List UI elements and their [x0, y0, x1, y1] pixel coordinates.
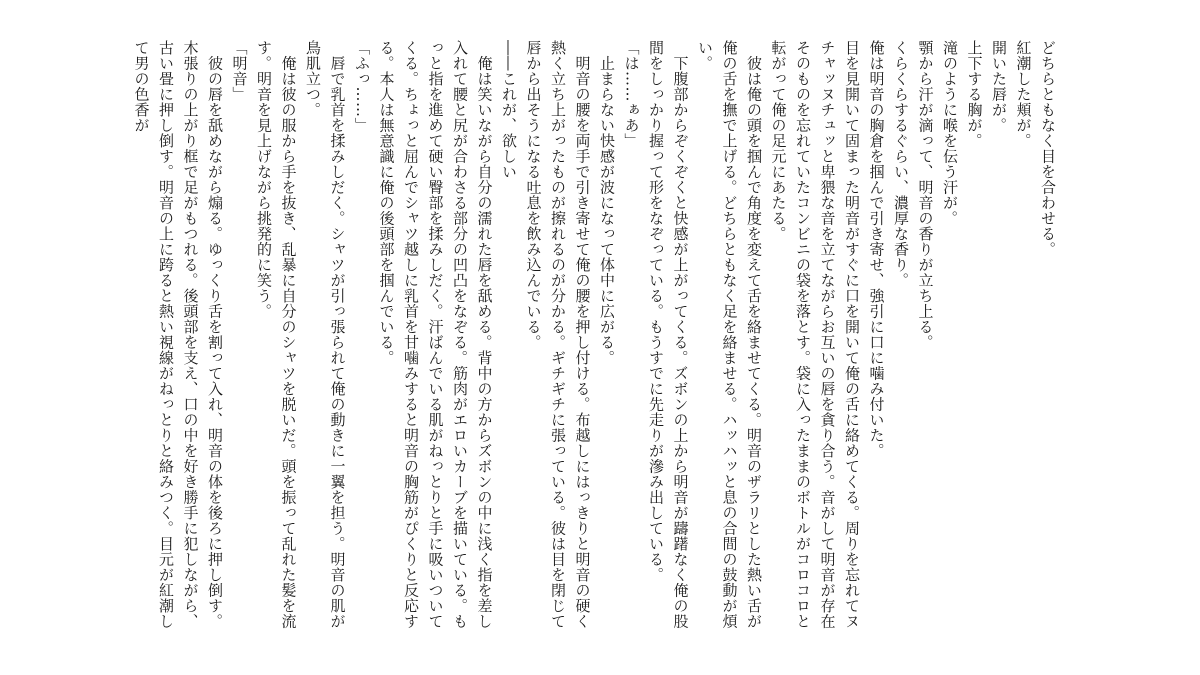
- text-line: 「明音」: [230, 40, 249, 102]
- text-line: どちらともなく目を合わせる。: [1039, 40, 1057, 257]
- text-line: 開いた唇が。: [990, 40, 1008, 133]
- text-line: 下腹部からぞくぞくと快感が上がってくる。ズボンの上から明音が躊躇なく俺の股間をしっかり握って形をなぞっている。もうすでに先走りが滲み出している。: [647, 40, 690, 629]
- text-line: 俺は明音の胸倉を掴んで引き寄せ、強引に口に噛み付いた。: [867, 40, 886, 459]
- text-line: 彼は俺の頭を掴んで角度を変えて舌を絡ませてくる。明音のザラリとした熱い舌が俺の舌を撫で上げる。どちらともなく足を絡ませる。ハッハッと息の合間の鼓動が煩い。: [696, 40, 763, 629]
- text-line: 目を見開いて固まった明音がすぐに口を開いて俺の舌に絡めてくる。周りを忘れてヌチャッヌチュッと卑猥な音を立てながらお互いの唇を貪り合う。音がして明音が存在そのものを忘れていたコンビニの袋を落とす。袋に入ったままのボトルがコロコロと転がって俺の足元にあたる。: [769, 40, 861, 629]
- text-line: 止まらない快感が波になって体中に広がる。: [598, 40, 616, 366]
- text-line: 彼の唇を舐めながら煽る。ゆっくり舌を割って入れ、明音の体を後ろに押し倒す。木張りの上がり框で足がもつれる。後頭部を支え、口の中を好き勝手に犯しながら、古い畳に押し倒す。明音の上に跨ると熱い視線がねっとりと絡みつく。目元が紅潮して男の色香が: [132, 40, 224, 629]
- text-line: ――これが、欲しい: [500, 40, 518, 180]
- text-line: 「は……ぁあ」: [622, 40, 641, 149]
- text-line: 唇で乳首を揉みしだく。シャツが引っ張られて俺の動きに一翼を担う。明音の肌が鳥肌立つ。: [304, 40, 347, 629]
- text-line: 明音の腰を両手で引き寄せて俺の腰を押し付ける。布越しにはっきりと明音の硬く熱く立ち上がったものが擦れるのが分かる。ギチギチに張っている。彼は目を閉じて唇から出そうになる吐息を飲み込んでいる。: [524, 40, 592, 629]
- text-line: 滝のように喉を伝う汗が。: [941, 40, 959, 226]
- text-line: 紅潮した頬が。: [1014, 40, 1033, 149]
- text-line: 「ふっ……」: [353, 40, 371, 133]
- text-line: 俺は彼の服から手を抜き、乱暴に自分のシャツを脱いだ。頭を振って乱れた髪を流す。明音を見上げながら挑発的に笑う。: [255, 40, 298, 629]
- text-line: 上下する胸が。: [965, 40, 984, 149]
- text-line: くらくらするぐらい、濃厚な香り。: [892, 40, 910, 288]
- text-line: 顎から汗が滴って、明音の香りが立ち上る。: [916, 40, 935, 350]
- vertical-text-block: [120, 40, 1060, 640]
- text-line: 俺は笑いながら自分の濡れた唇を舐める。背中の方からズボンの中に浅く指を差し入れて腰と尻が合わさる部分の凹凸をなぞる。筋肉がエロいカーブを描いている。もっと指を進めて硬い臀部を揉みしだく。汗ばんでいる肌がねっとりと手に吸いついてくる。ちょっと屈んでシャツ越しに乳首を甘噛みすると明音の胸筋がぴくりと反応する。本人は無意識に俺の後頭部を掴んでいる。: [377, 40, 494, 629]
